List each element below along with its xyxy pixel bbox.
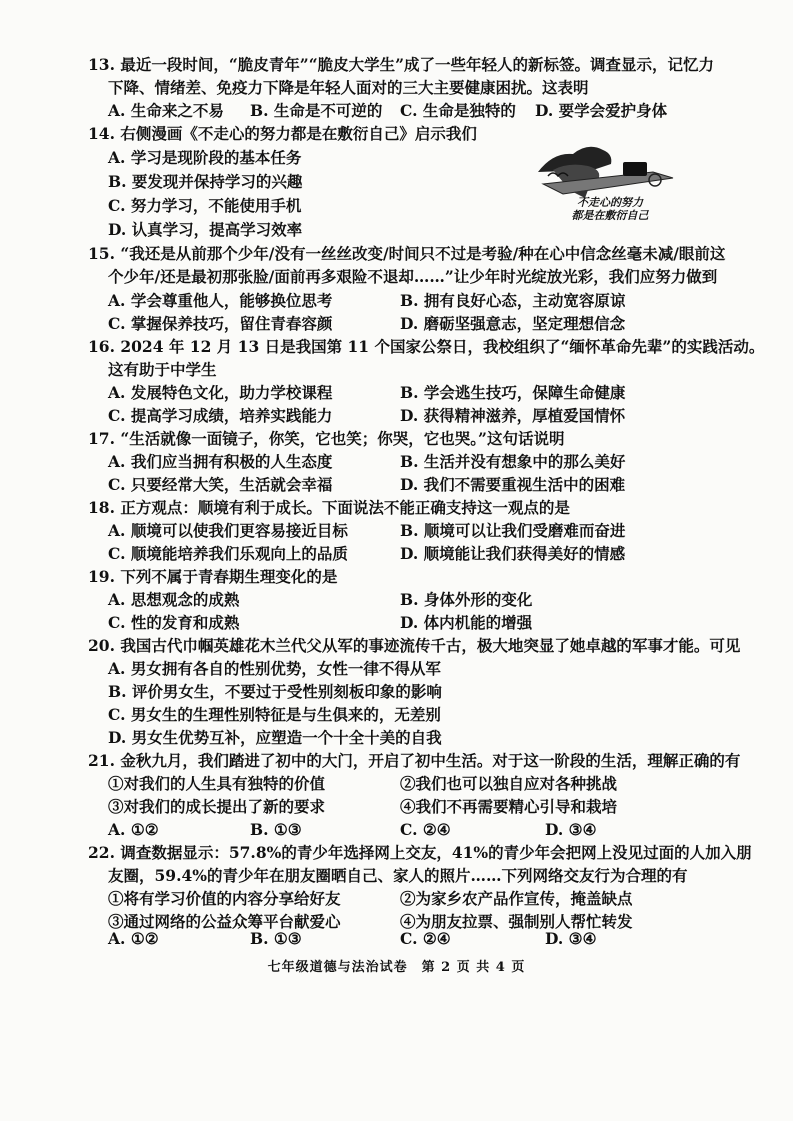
q18-option-c: C. 顺境能培养我们乐观向上的品质 <box>108 544 348 563</box>
q15-stem-line-2: 个少年/还是最初那张脸/面前再多艰险不退却……”让少年时光绽放光彩，我们应努力做到 <box>108 267 718 286</box>
q21-item-1: ①对我们的人生具有独特的价值 <box>108 774 326 793</box>
q21-option-a: A. ①② <box>108 820 159 839</box>
q14-option-b: B. 要发现并保持学习的兴趣 <box>108 172 303 191</box>
q17-option-d: D. 我们不需要重视生活中的困难 <box>400 475 626 494</box>
q21-item-3: ③对我们的成长提出了新的要求 <box>108 797 326 816</box>
q20-option-c: C. 男女生的生理性别特征是与生俱来的，无差别 <box>108 705 441 724</box>
q22-option-d: D. ③④ <box>545 929 597 948</box>
q15-stem-line-1: 15. “我还是从前那个少年/没有一丝丝改变/时间只不过是考验/种在心中信念丝毫未减/眼前这 <box>88 244 726 263</box>
q15-option-d: D. 磨砺坚强意志，坚定理想信念 <box>400 314 626 333</box>
q13-option-b: B. 生命是不可逆的 <box>250 101 383 120</box>
q16-option-d: D. 获得精神滋养，厚植爱国情怀 <box>400 406 626 425</box>
q18-option-a: A. 顺境可以使我们更容易接近目标 <box>108 521 348 540</box>
q21-item-4: ④我们不再需要精心引导和栽培 <box>400 797 618 816</box>
q16-stem-line-1: 16. 2024 年 12 月 13 日是我国第 11 个国家公祭日，我校组织了“缅怀革命先辈”的实践活动。 <box>88 337 765 356</box>
q15-option-c: C. 掌握保养技巧，留住青春容颜 <box>108 314 333 333</box>
cartoon-caption-line-1: 不走心的努力 <box>577 196 643 209</box>
q14-stem: 14. 右侧漫画《不走心的努力都是在敷衍自己》启示我们 <box>88 124 477 143</box>
q22-option-c: C. ②④ <box>400 929 451 948</box>
q20-option-b: B. 评价男女生，不要过于受性别刻板印象的影响 <box>108 682 442 701</box>
q22-item-2: ②为家乡农产品作宣传，掩盖缺点 <box>400 889 633 908</box>
q19-option-c: C. 性的发育和成熟 <box>108 613 240 632</box>
q21-option-d: D. ③④ <box>545 820 597 839</box>
q17-option-a: A. 我们应当拥有积极的人生态度 <box>108 452 333 471</box>
q22-item-1: ①将有学习价值的内容分享给好友 <box>108 889 341 908</box>
q20-option-a: A. 男女拥有各自的性别优势，女性一律不得从军 <box>108 659 441 678</box>
q20-option-d: D. 男女生优势互补，应塑造一个十全十美的自我 <box>108 728 442 747</box>
q14-option-c: C. 努力学习，不能使用手机 <box>108 196 302 215</box>
q20-stem: 20. 我国古代巾帼英雄花木兰代父从军的事迹流传千古，极大地突显了她卓越的军事才能。可见 <box>88 636 741 655</box>
q22-option-a: A. ①② <box>108 929 159 948</box>
cartoon-caption-line-2: 都是在敷衍自己 <box>571 209 649 222</box>
q17-option-c: C. 只要经常大笑，生活就会幸福 <box>108 475 333 494</box>
q21-option-b: B. ①③ <box>250 820 302 839</box>
q18-option-d: D. 顺境能让我们获得美好的情感 <box>400 544 626 563</box>
q15-option-a: A. 学会尊重他人，能够换位思考 <box>108 291 333 310</box>
q17-option-b: B. 生活并没有想象中的那么美好 <box>400 452 626 471</box>
q18-stem: 18. 正方观点：顺境有利于成长。下面说法不能正确支持这一观点的是 <box>88 498 570 517</box>
q22-item-4: ④为朋友拉票、强制别人帮忙转发 <box>400 912 633 931</box>
q21-stem: 21. 金秋九月，我们踏进了初中的大门，开启了初中生活。对于这一阶段的生活，理解正确的有 <box>88 751 741 770</box>
q22-stem-line-2: 友圈，59.4%的青少年在朋友圈晒自己、家人的照片……下列网络交友行为合理的有 <box>108 866 688 885</box>
q13-option-d: D. 要学会爱护身体 <box>535 101 668 120</box>
q16-stem-line-2: 这有助于中学生 <box>108 360 217 379</box>
q21-item-2: ②我们也可以独自应对各种挑战 <box>400 774 618 793</box>
q17-stem: 17. “生活就像一面镜子，你笑，它也笑；你哭，它也哭。”这句话说明 <box>88 429 565 448</box>
cartoon-illustration <box>533 132 683 224</box>
q22-item-3: ③通过网络的公益众筹平台献爱心 <box>108 912 341 931</box>
q22-option-b: B. ①③ <box>250 929 302 948</box>
q21-option-c: C. ②④ <box>400 820 451 839</box>
q22-stem-line-1: 22. 调查数据显示：57.8%的青少年选择网上交友，41%的青少年会把网上没见过面的人加入朋 <box>88 843 752 862</box>
q13-option-a: A. 生命来之不易 <box>108 101 224 120</box>
q16-option-a: A. 发展特色文化，助力学校课程 <box>108 383 333 402</box>
q14-option-d: D. 认真学习，提高学习效率 <box>108 220 303 239</box>
q14-option-a: A. 学习是现阶段的基本任务 <box>108 148 302 167</box>
q19-option-b: B. 身体外形的变化 <box>400 590 533 609</box>
q19-option-d: D. 体内机能的增强 <box>400 613 533 632</box>
q13-stem-line-1: 13. 最近一段时间，“脆皮青年”“脆皮大学生”成了一些年轻人的新标签。调查显示，记忆力 <box>88 55 715 74</box>
q16-option-c: C. 提高学习成绩，培养实践能力 <box>108 406 333 425</box>
q13-stem-line-2: 下降、情绪差、免疫力下降是年轻人面对的三大主要健康困扰。这表明 <box>108 78 589 97</box>
q13-option-c: C. 生命是独特的 <box>400 101 516 120</box>
q19-stem: 19. 下列不属于青春期生理变化的是 <box>88 567 338 586</box>
cartoon-caption <box>545 196 675 222</box>
page-footer: 七年级道德与法治试卷 第 2 页 共 4 页 <box>267 960 526 975</box>
q18-option-b: B. 顺境可以让我们受磨难而奋进 <box>400 521 626 540</box>
q15-option-b: B. 拥有良好心态，主动宽容原谅 <box>400 291 626 310</box>
q16-option-b: B. 学会逃生技巧，保障生命健康 <box>400 383 626 402</box>
q19-option-a: A. 思想观念的成熟 <box>108 590 240 609</box>
